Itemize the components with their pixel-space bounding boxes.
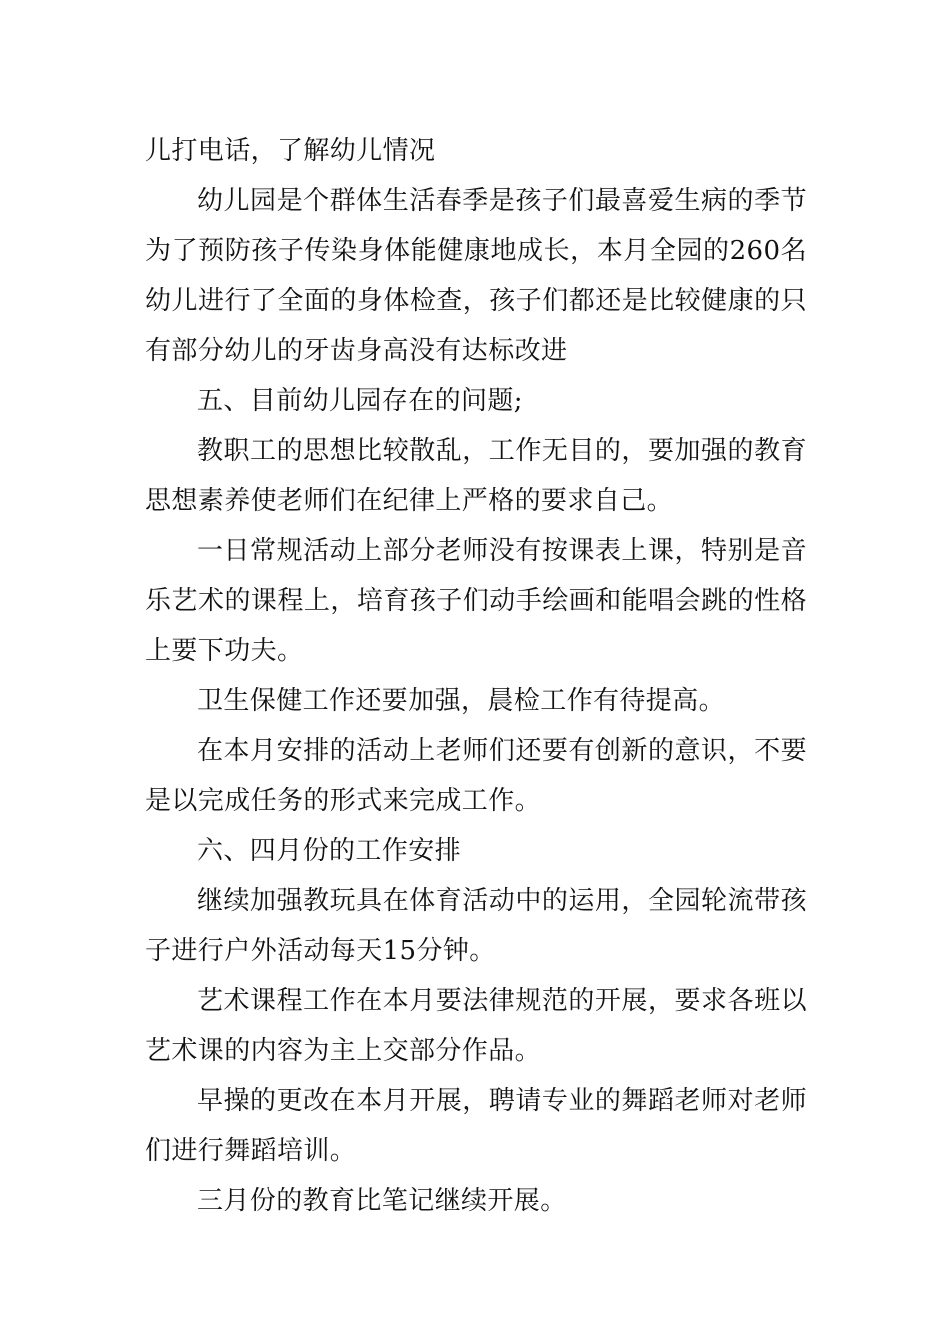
- paragraph: 卫生保健工作还要加强，晨检工作有待提高。: [197, 686, 726, 716]
- document-body: [145, 126, 807, 1226]
- paragraph: 艺术课程工作在本月要法律规范的开展，要求各班以艺术课的内容为主上交部分作品。: [145, 986, 807, 1066]
- section-heading-5: 五、目前幼儿园存在的问题;: [197, 386, 523, 416]
- paragraph: 一日常规活动上部分老师没有按课表上课，特别是音乐艺术的课程上，培育孩子们动手绘画和能唱会跳的性格上要下功夫。: [145, 536, 807, 666]
- paragraph: 在本月安排的活动上老师们还要有创新的意识，不要是以完成任务的形式来完成工作。: [145, 736, 807, 816]
- section-heading-6: 六、四月份的工作安排: [197, 836, 462, 866]
- paragraph: 继续加强教玩具在体育活动中的运用，全园轮流带孩子进行户外活动每天15分钟。: [145, 886, 807, 966]
- paragraph: 教职工的思想比较散乱，工作无目的，要加强的教育思想素养使老师们在纪律上严格的要求自己。: [145, 436, 807, 516]
- paragraph: 幼儿园是个群体生活春季是孩子们最喜爱生病的季节为了预防孩子传染身体能健康地成长，本月全园的260名幼儿进行了全面的身体检查，孩子们都还是比较健康的只有部分幼儿的牙齿身高没有达标改进: [145, 186, 807, 366]
- paragraph: 三月份的教育比笔记继续开展。: [197, 1186, 567, 1216]
- paragraph-continuation: 儿打电话，了解幼儿情况: [145, 136, 436, 166]
- paragraph: 早操的更改在本月开展，聘请专业的舞蹈老师对老师们进行舞蹈培训。: [145, 1086, 807, 1166]
